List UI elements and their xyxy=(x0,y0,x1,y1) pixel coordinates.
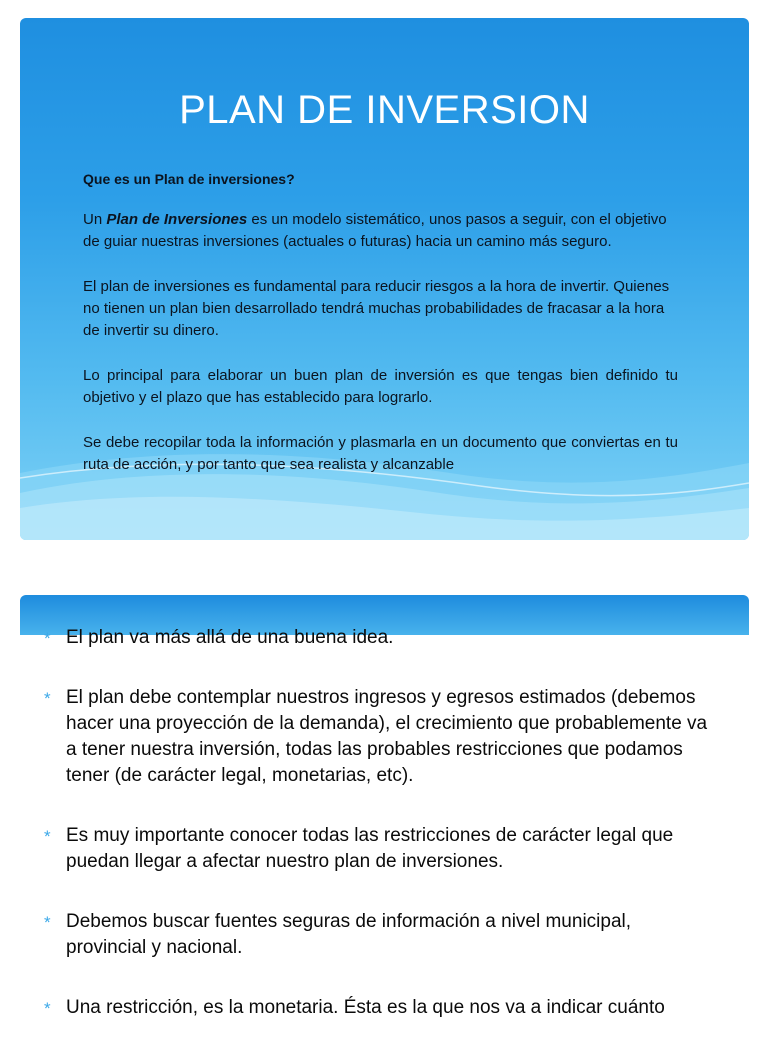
bullet-star-icon: * xyxy=(44,827,51,846)
bullet-text: El plan debe contemplar nuestros ingresos y egresos estimados (debemos hacer una proyección de la demanda), el crecimiento que probablemente va a tener nuestra inversión, todas las probables restricciones que podamos tener (de carácter legal, monetarias, etc). xyxy=(66,687,708,786)
bullet-star-icon: * xyxy=(44,999,51,1018)
bullet-text: Una restricción, es la monetaria. Ésta es la que nos va a indicar cuánto xyxy=(66,997,665,1018)
definition-prefix: Un xyxy=(83,211,107,228)
bullet-text: Debemos buscar fuentes seguras de información a nivel municipal, provincial y nacional. xyxy=(66,911,632,958)
slide-1 xyxy=(20,18,749,540)
bullet-item xyxy=(20,625,749,651)
bullet-star-icon: * xyxy=(44,913,51,932)
bullet-text: El plan va más allá de una buena idea. xyxy=(66,627,394,648)
definition-term: Plan de Inversiones xyxy=(106,211,248,228)
slide-body xyxy=(83,168,678,499)
bullet-star-icon: * xyxy=(44,689,51,708)
question-heading: Que es un Plan de inversiones? xyxy=(83,171,295,187)
paragraph-document: Se debe recopilar toda la información y plasmarla en un documento que conviertas en tu ruta de acción, y por tanto que sea realista y alcanzable xyxy=(83,434,678,473)
slide-2 xyxy=(20,595,749,1055)
bullet-item xyxy=(20,685,749,789)
slide-title: PLAN DE INVERSION xyxy=(179,88,590,132)
bullet-item xyxy=(20,823,749,875)
definition-text: es un modelo sistemático, unos pasos a seguir, con el objetivo de guiar nuestras inversiones (actuales o futuras) hacia un camino más seguro. xyxy=(83,211,667,250)
definition-paragraph xyxy=(83,209,678,253)
bullet-text: Es muy importante conocer todas las restricciones de carácter legal que puedan llegar a afectar nuestro plan de inversiones. xyxy=(66,825,674,872)
bullet-item xyxy=(20,909,749,961)
bullet-item xyxy=(20,995,749,1021)
bullet-star-icon: * xyxy=(44,629,51,648)
paragraph-objective: Lo principal para elaborar un buen plan de inversión es que tengas bien definido tu objetivo y el plazo que has establecido para lograrlo. xyxy=(83,367,678,406)
paragraph-risk: El plan de inversiones es fundamental para reducir riesgos a la hora de invertir. Quienes no tienen un plan bien desarrollado tendrá muchas probabilidades de fracasar a la hora de invertir su dinero. xyxy=(83,278,670,339)
bullet-list xyxy=(20,625,749,1055)
